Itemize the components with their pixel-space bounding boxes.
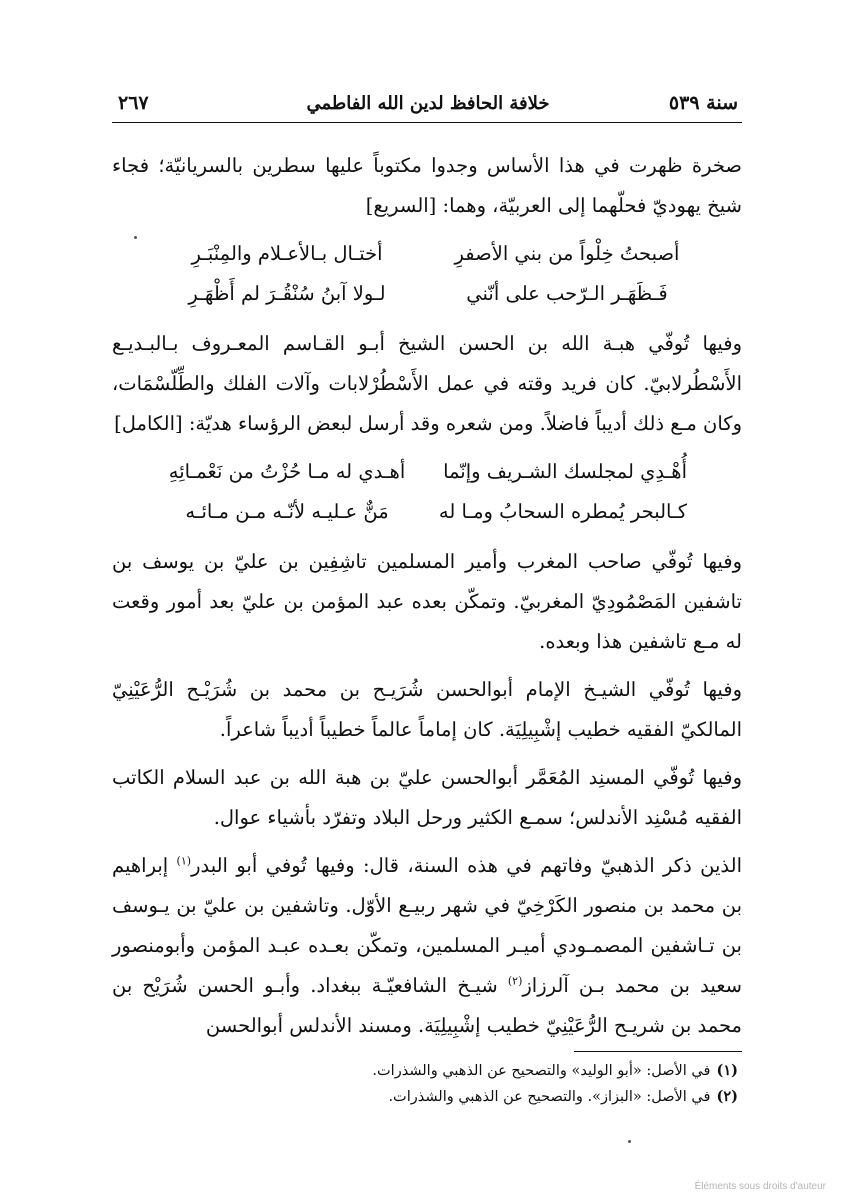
poem-2 (112, 452, 742, 532)
footnote-ref-1[interactable]: (١) (176, 854, 192, 868)
paragraph-1-text: صخرة ظهرت في هذا الأساس وجدوا مكتوباً عليها سطرين بالسريانيّة؛ فجاء شيخ يهوديّ فحلّهما إلى العربيّة، وهما: (112, 154, 742, 217)
hemistich-second: أهـدي له مـا حُزْتُ من نَعْمـائِهِ (168, 460, 406, 483)
hemistich-second: مَنٌّ عـليـه لأنّـه مـن مـائـه (185, 500, 389, 523)
header-year: سنة ٥٣٩ (668, 92, 738, 114)
paragraph-6-text-b: إبراهيم بن محمد بن منصور الكَرْخِيّ في شهر ربيـع الأوّل. وتاشفين بن عليّ بن يـوسف بن تـاشفين المصمـودي أميـر المسلمين، وتمكّن بعـده عبـد المؤمن وأبومنصور سعيد بن محمد بـن آلرزاز (112, 854, 742, 997)
verse-line (112, 452, 742, 492)
hemistich-second: أختـال بـالأعـلام والمِنْبَـرِ (191, 242, 383, 265)
header-page-number: ٢٦٧ (118, 92, 149, 114)
header-title: خلافة الحافظ لدين الله الفاطمي (306, 92, 550, 114)
footnote-ref-2[interactable]: (٢) (507, 974, 523, 988)
header-rule (112, 122, 742, 123)
paragraph-5: وفيها تُوفّي المسنِد المُعَمَّر أبوالحسن عليّ بن هبة الله بن عبد السلام الكاتب الفقيه مُسْنِد الأندلس؛ سمـع الكثير ورحل البلاد وتفرّد بأشياء عوال. (112, 766, 742, 829)
running-header (118, 86, 738, 120)
footnote-text: في الأصل: «البزاز». والتصحيح عن الذهبي والشذرات. (388, 1089, 711, 1105)
footnote-number: (١) (716, 1062, 738, 1079)
verse-line (112, 234, 742, 274)
poem-1 (112, 234, 742, 314)
footnote-number: (٢) (716, 1088, 738, 1105)
footnote-2 (112, 1084, 738, 1110)
paragraph-4: وفيها تُوفّي الشيـخ الإمام أبوالحسن شُرَيـح بن محمد بن شُرَيْـح الرُّعَيْنِيّ المالكيّ الفقيه خطيب إشْبِيلِيَة. كان إماماً عالماً خطيباً أديباً شاعراً. (112, 678, 742, 741)
footnote-text: في الأصل: «أبو الوليد» والتصحيح عن الذهبي والشذرات. (372, 1063, 711, 1079)
verse-line (112, 274, 742, 314)
footnotes (112, 1058, 738, 1110)
paragraph-2-text: وفيها تُوفّي هبـة الله بن الحسن الشيخ أبـو القـاسم المعـروف بـالبـديـع الأَسْطُرلابيّ. كان فريد وقته في عمل الأَسْطُرْلابات وآلات الفلك والطِّلّسْمَات، وكان مـع ذلك أديباً فاضلاً. ومن شعره وقد أرسل لبعض الرؤساء هديّة: (112, 332, 742, 435)
speck-mark (628, 1140, 631, 1143)
hemistich-first: كـالبحر يُمطره السحابُ ومـا له (438, 500, 687, 523)
hemistich-first: أصبحتُ خِلْواً من بني الأصفرِ (454, 242, 680, 265)
paragraph-3: وفيها تُوفّي صاحب المغرب وأمير المسلمين تاشِفِين بن عليّ بن يوسف بن تاشفين المَصْمُودِيّ المغربيّ. وتمكّن بعده عبد المؤمن بن عليّ بعد أمور وقعت له مـع تاشفين هذا وبعده. (112, 550, 742, 653)
paragraph-6 (112, 846, 742, 1046)
meter-label-1: [السريع] (365, 194, 437, 217)
verse-line (112, 492, 742, 532)
footnote-rule (574, 1051, 742, 1052)
paragraph-2 (112, 324, 742, 444)
paragraph-6-text-c: شيـخ الشافعيّـة ببغداد. وأبـو الحسن شُرَيْح بن محمد بن شريـح الرُّعَيْنِيّ خطيب إشْبِيلِيَة. ومسند الأندلس أبوالحسن (112, 974, 742, 1037)
hemistich-first: فَـظَهَـر الـرّحب على أنّني (466, 282, 668, 305)
hemistich-second: لـولا آبنُ سُنْقُـرَ لم أَظْهَـرِ (188, 282, 386, 305)
body-text (112, 146, 742, 1054)
meter-label-2: [الكامل] (114, 412, 183, 435)
paragraph-6-text-a: الذين ذكر الذهبيّ وفاتهم في هذه السنة، قال: وفيها تُوفي أبو البدر (191, 854, 742, 877)
paragraph-1 (112, 146, 742, 226)
copyright-watermark: Éléments sous droits d'auteur (694, 1181, 826, 1192)
hemistich-first: أُهْـدِي لمجلسك الشـريف وإنّما (443, 460, 687, 483)
footnote-1 (112, 1058, 738, 1084)
